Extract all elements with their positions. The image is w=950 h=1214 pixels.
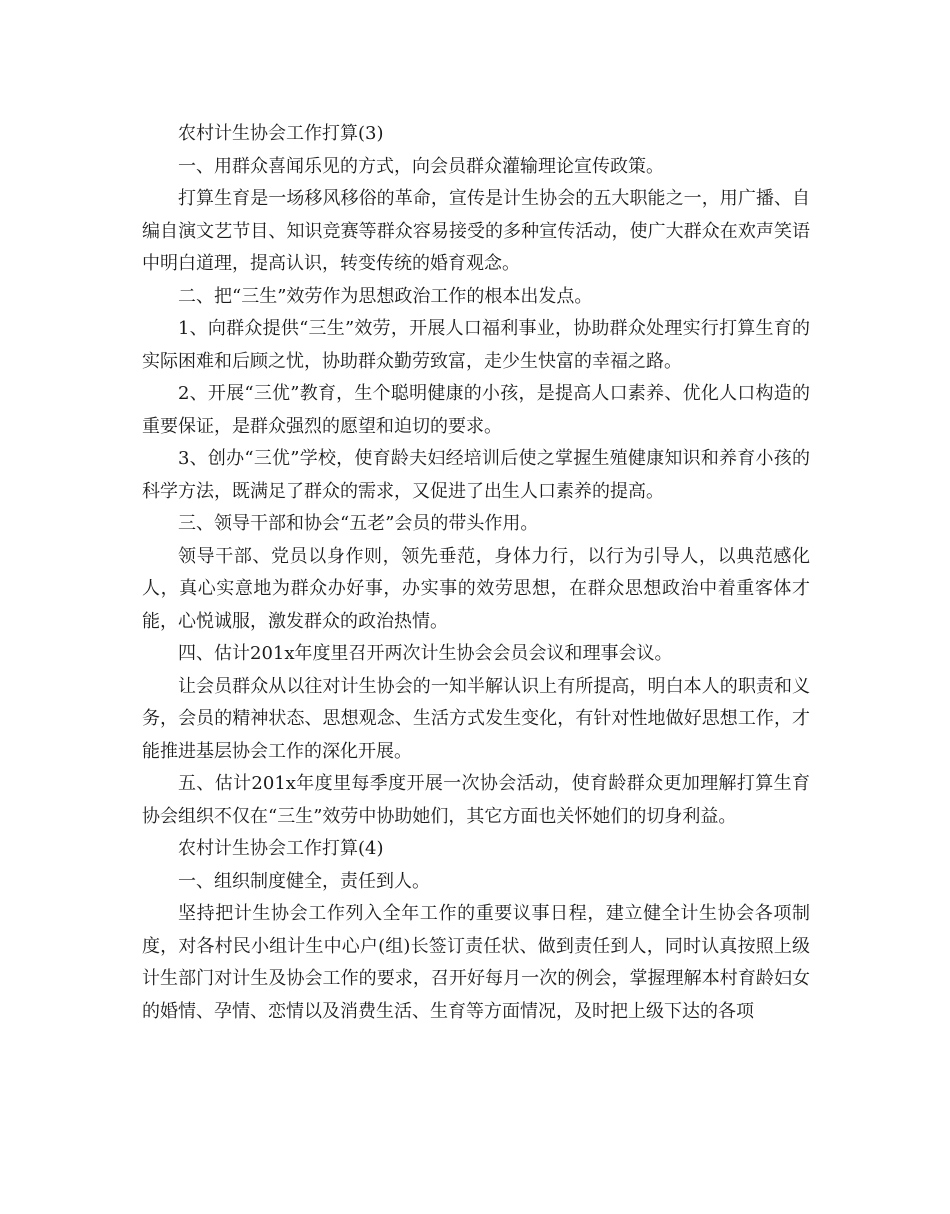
document-page [142,118,810,1028]
paragraph-heading: 三、领导干部和协会“五老”会员的带头作用。 [178,513,539,534]
paragraph: 坚持把计生协会工作列入全年工作的重要议事日程，建立健全计生协会各项制度，对各村民小组计生中心户(组)长签订责任状、做到责任到人，同时认真按照上级计生部门对计生及协会工作的要求，召开好每月一次的例会，掌握理解本村育龄妇女的婚情、孕情、恋情以及消费生活、生育等方面情况，及时把上级下达的各项 [142,903,810,1022]
paragraph-heading: 二、把“三生”效劳作为思想政治工作的根本出发点。 [178,285,593,307]
section-title-4: 农村计生协会工作打算(4) [178,838,384,859]
paragraph: 领导干部、党员以身作则，领先垂范，身体力行，以行为引导人，以典范感化人，真心实意地为群众办好事，办实事的效劳思想，在群众思想政治中着重客体才能，心悦诚服，激发群众的政治热情。 [142,545,810,632]
paragraph: 打算生育是一场移风移俗的革命，宣传是计生协会的五大职能之一，用广播、自编自演文艺节目、知识竞赛等群众容易接受的多种宣传活动，使广大群众在欢声笑语中明白道理，提高认识，转变传统的婚育观念。 [142,188,810,274]
paragraph: 1、向群众提供“三生”效劳，开展人口福利事业，协助群众处理实行打算生育的实际困难和后顾之忧，协助群众勤劳致富，走少生快富的幸福之路。 [142,318,810,372]
paragraph-heading: 一、组织制度健全，责任到人。 [178,870,430,892]
paragraph-heading: 四、估计201x年度里召开两次计生协会会员会议和理事会议。 [178,643,673,664]
paragraph: 让会员群众从以往对计生协会的一知半解认识上有所提高，明白本人的职责和义务，会员的精神状态、思想观念、生活方式发生变化，有针对性地做好思想工作，才能推进基层协会工作的深化开展。 [142,675,810,762]
paragraph-heading: 一、用群众喜闻乐见的方式，向会员群众灌输理论宣传政策。 [178,155,664,177]
section-title-3: 农村计生协会工作打算(3) [178,123,384,144]
paragraph: 五、估计201x年度里每季度开展一次协会活动，使育龄群众更加理解打算生育协会组织不仅在“三生”效劳中协助她们，其它方面也关怀她们的切身利益。 [142,773,810,827]
paragraph: 3、创办“三优”学校，使育龄夫妇经培训后使之掌握生殖健康知识和养育小孩的科学方法，既满足了群众的需求，又促进了出生人口素养的提高。 [142,448,810,502]
paragraph: 2、开展“三优”教育，生个聪明健康的小孩，是提高人口素养、优化人口构造的重要保证，是群众强烈的愿望和迫切的要求。 [142,383,810,437]
